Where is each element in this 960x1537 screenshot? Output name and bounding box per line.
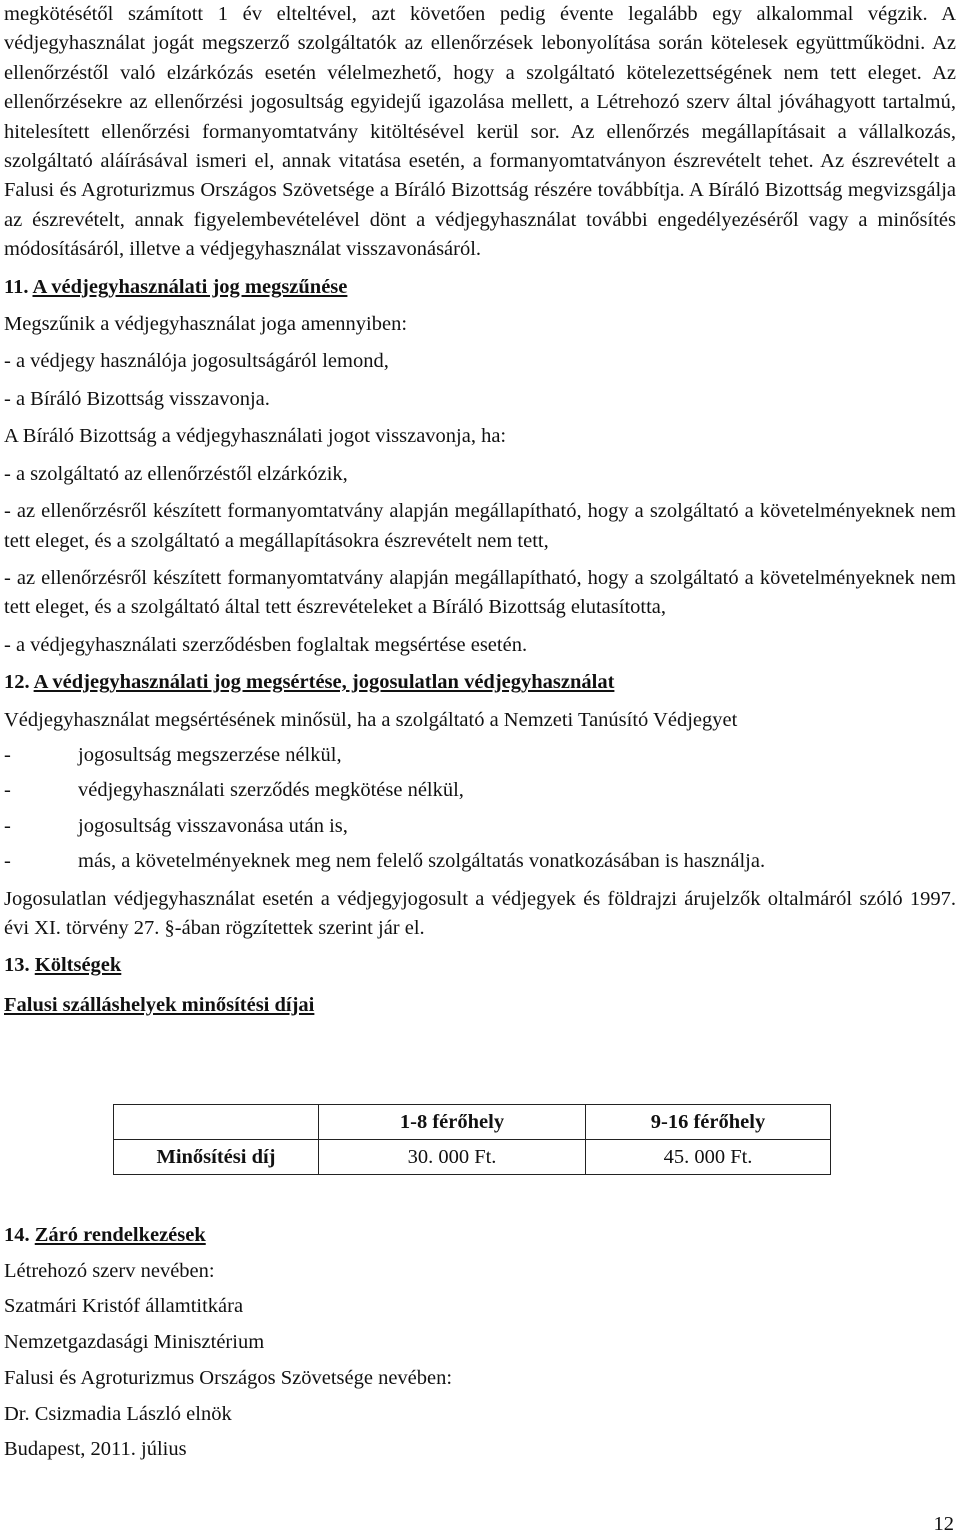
table-cell: 30. 000 Ft.	[319, 1140, 586, 1175]
signature-line: Budapest, 2011. július	[4, 1438, 187, 1461]
violation-item-4	[4, 847, 956, 876]
section-14-heading	[4, 1218, 452, 1254]
section-14-number: 14.	[4, 1224, 30, 1246]
table-header-cell	[114, 1105, 319, 1140]
intro-paragraph: megkötésétől számított 1 év elteltével, azt követően pedig évente legalább egy alkalommal végzik. A védjegyhasználat jogát megszerző szolgáltatók az ellenőrzések lebonyolítása során kötelesek együttműködni. Az ellenőrzéstől való elzárkózás esetén vélelmezhető, hogy a szolgáltató kötelezettségének nem tett eleget. Az ellenőrzésekre az ellenőrzési jogosultság egyidejű igazolása mellett, a Létrehozó szerv által jóváhagyott tartalmú, hitelesített ellenőrzési formanyomtatvány kitöltésével kerül sor. Az ellenőrzés megállapításait a vállalkozás, szolgáltató aláírásával ismeri el, annak vitatása esetén, a formanyomtatványon észrevételt tehet. Az észrevételt a Falusi és Agroturizmus Országos Szövetsége a Bíráló Bizottság részére továbbítja. A Bíráló Bizottság megvizsgálja az észrevételt, annak figyelembevételével dönt a védjegyhasználat további engedélyezéséről vagy a minősítés módosításáról, illetve a védjegyhasználat visszavonásáról.	[4, 3, 956, 261]
violation-item-text: jogosultság visszavonása után is,	[78, 814, 348, 837]
section-13-subtitle: Falusi szálláshelyek minősítési díjai	[4, 993, 315, 1016]
document-page	[4, 0, 956, 1020]
section-11-number: 11.	[4, 275, 29, 298]
section-11-heading	[4, 273, 956, 302]
table-row	[114, 1140, 831, 1175]
table-header-cell: 1-8 férőhely	[319, 1105, 586, 1140]
signature-line: Falusi és Agroturizmus Országos Szövetsége nevében:	[4, 1366, 453, 1389]
violation-item-text: más, a követelményeknek meg nem felelő szolgáltatás vonatkozásában is használja.	[78, 850, 766, 873]
table-cell: 45. 000 Ft.	[586, 1140, 831, 1175]
violation-item-text: védjegyhasználati szerződés megkötése nélkül,	[78, 779, 464, 802]
section-12-number: 12.	[4, 671, 30, 694]
dash-marker: -	[4, 850, 11, 873]
section-12-intro: Védjegyhasználat megsértésének minősül, ha a szolgáltató a Nemzeti Tanúsító Védjegyet	[4, 708, 738, 731]
signature-line: Nemzetgazdasági Minisztérium	[4, 1331, 265, 1354]
dash-marker: -	[4, 814, 11, 837]
section-11-item-1: - a védjegy használója jogosultságáról lemond,	[4, 350, 389, 373]
section-11-intro: Megszűnik a védjegyhasználat joga amennyiben:	[4, 313, 408, 336]
section-11-title: A védjegyhasználati jog megszűnése	[32, 275, 348, 298]
revoke-item-1: - a szolgáltató az ellenőrzéstől elzárkózik,	[4, 462, 348, 485]
dash-marker: -	[4, 779, 11, 802]
table-row-label: Minősítési díj	[114, 1140, 319, 1175]
violation-item-text: jogosultság megszerzése nélkül,	[78, 743, 342, 766]
section-12-heading	[4, 668, 956, 697]
signature-line: Dr. Csizmadia László elnök	[4, 1402, 232, 1425]
signature-line: Szatmári Kristóf államtitkára	[4, 1295, 244, 1318]
violation-item-1	[4, 741, 956, 770]
dash-marker: -	[4, 743, 11, 766]
section-13-heading	[4, 951, 956, 980]
revoke-item-2: - az ellenőrzésről készített formanyomtatvány alapján megállapítható, hogy a szolgáltató a követelményeknek nem tett eleget, és a szolgáltató a megállapításokra észrevételt nem tett,	[4, 500, 956, 552]
violation-item-2	[4, 776, 956, 805]
section-13-title: Költségek	[34, 954, 122, 977]
section-12-title: A védjegyhasználati jog megsértése, jogosulatlan védjegyhasználat	[33, 671, 615, 694]
signature-line: Létrehozó szerv nevében:	[4, 1259, 215, 1282]
section-11-revoke-intro: A Bíráló Bizottság a védjegyhasználati jogot visszavonja, ha:	[4, 425, 507, 448]
revoke-item-4: - a védjegyhasználati szerződésben foglaltak megsértése esetén.	[4, 633, 528, 656]
section-13-number: 13.	[4, 954, 30, 977]
page-number: 12	[933, 1513, 954, 1535]
closing-provisions	[4, 1218, 452, 1468]
section-11-item-2: - a Bíráló Bizottság visszavonja.	[4, 387, 270, 410]
fees-table	[113, 1104, 831, 1175]
section-14-title: Záró rendelkezések	[34, 1224, 206, 1246]
table-header-cell: 9-16 férőhely	[586, 1105, 831, 1140]
revoke-item-3: - az ellenőrzésről készített formanyomtatvány alapján megállapítható, hogy a szolgáltató a követelményeknek nem tett eleget, és a szolgáltató által tett észrevételeket a Bíráló Bizottság elutasította,	[4, 566, 956, 619]
table-header-row	[114, 1105, 831, 1140]
violation-item-3	[4, 812, 956, 841]
section-12-closing: Jogosulatlan védjegyhasználat esetén a védjegyjogosult a védjegyek és földrajzi árujelzők oltalmáról szóló 1997. évi XI. törvény 27. §-ában rögzítettek szerint jár el.	[4, 887, 956, 939]
